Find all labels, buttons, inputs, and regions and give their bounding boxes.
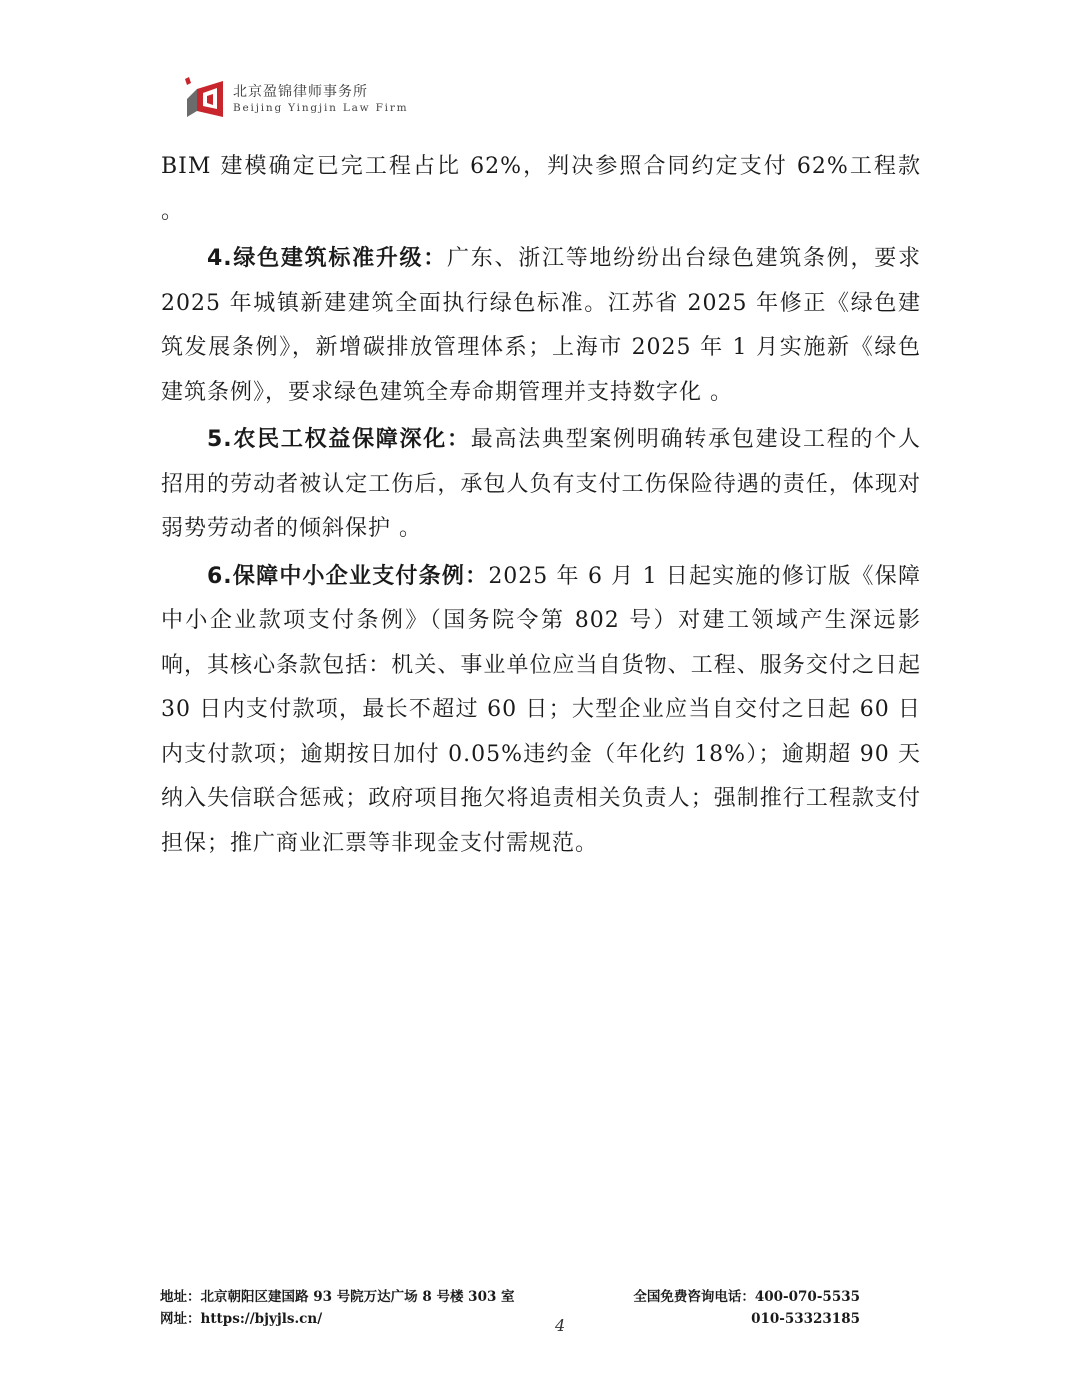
paragraph-migrant-workers bbox=[161, 418, 921, 552]
letterhead bbox=[183, 74, 408, 124]
paragraph-text: BIM 建模确定已完工程占比 62%，判决参照合同约定支付 62%工程款 。 bbox=[161, 154, 921, 224]
footer-hotline: 全国免费咨询电话：400-070-5535 bbox=[633, 1289, 860, 1305]
firm-name-english: Beijing Yingjin Law Firm bbox=[233, 102, 409, 114]
footer-row-2 bbox=[160, 1308, 860, 1330]
footer-address: 地址：北京朝阳区建国路 93 号院万达广场 8 号楼 303 室 bbox=[160, 1289, 515, 1305]
paragraph-text: 2025 年 6 月 1 日起实施的修订版《保障中小企业款项支付条例》（国务院令第 802 号）对建工领域产生深远影响，其核心条款包括：机关、事业单位应当自货物、工程、服务交付之日起 30 日内支付款项，最长不超过 60 日；大型企业应当自交付之日起 60 日内支付款项；逾期按日加付 0.05%违约金（年化约 18%）；逾期超 90 天纳入失信联合惩戒；政府项目拖欠将追责相关负责人；强制推行工程款支付担保；推广商业汇票等非现金支付需规范。 bbox=[161, 563, 921, 856]
page-number: 4 bbox=[555, 1316, 566, 1335]
page-footer bbox=[160, 1286, 860, 1330]
footer-phone: 010-53323185 bbox=[751, 1311, 860, 1327]
paragraph-heading: 6.保障中小企业支付条例： bbox=[207, 563, 489, 589]
firm-names bbox=[233, 83, 408, 115]
paragraph-green-building bbox=[161, 237, 921, 415]
paragraph-text: 广东、浙江等地纷纷出台绿色建筑条例，要求 2025 年城镇新建建筑全面执行绿色标准。江苏省 2025 年修正《绿色建筑发展条例》，新增碳排放管理体系；上海市 2025 年 1 月实施新《绿色建筑条例》，要求绿色建筑全寿命期管理并支持数字化 。 bbox=[161, 246, 921, 405]
paragraph-heading: 4.绿色建筑标准升级： bbox=[207, 246, 448, 271]
document-body bbox=[161, 145, 921, 866]
firm-name-chinese: 北京盈锦律师事务所 bbox=[233, 84, 368, 100]
paragraph-text: 最高法典型案例明确转承包建设工程的个人招用的劳动者被认定工伤后，承包人负有支付工伤保险待遇的责任，体现对弱势劳动者的倾斜保护 。 bbox=[161, 427, 921, 541]
footer-row-1 bbox=[160, 1286, 860, 1308]
footer-website[interactable]: 网址：https://bjyjls.cn/ bbox=[160, 1311, 323, 1327]
paragraph-heading: 5.农民工权益保障深化： bbox=[207, 427, 471, 452]
paragraph-bim-continuation bbox=[161, 145, 921, 234]
paragraph-sme-payment bbox=[161, 555, 921, 867]
law-firm-logo-icon bbox=[183, 77, 225, 121]
